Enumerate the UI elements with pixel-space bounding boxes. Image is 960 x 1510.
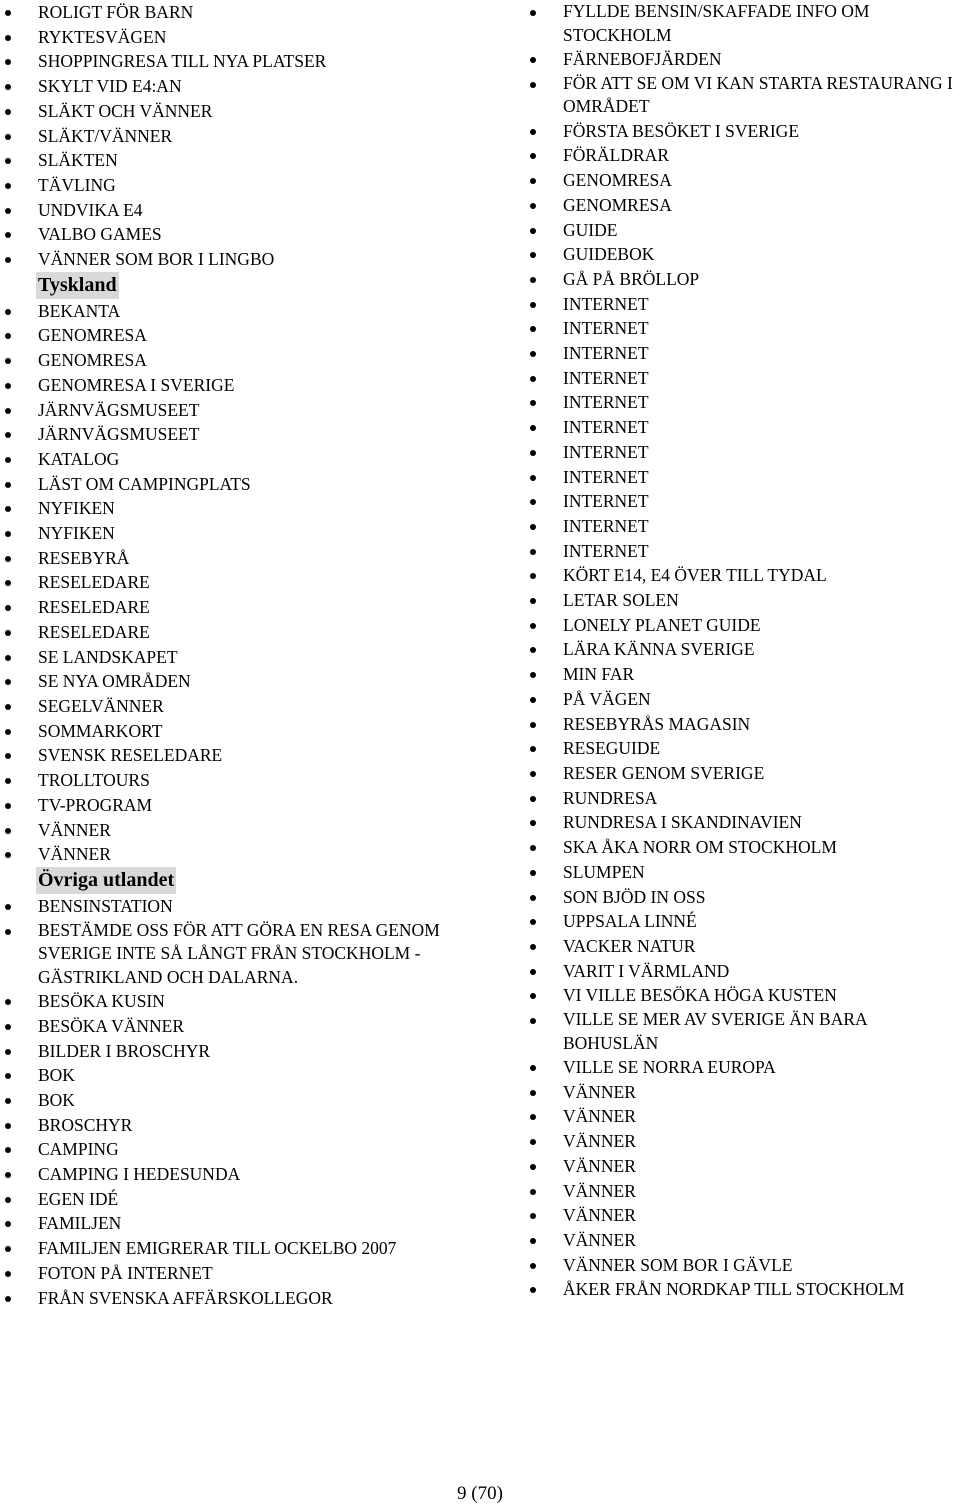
list-item: SE LANDSKAPET [0, 645, 480, 670]
list-item: ÅKER FRÅN NORDKAP TILL STOCKHOLM [526, 1277, 960, 1302]
list-item: VI VILLE BESÖKA HÖGA KUSTEN [526, 983, 960, 1008]
list-item: GENOMRESA [526, 168, 960, 193]
list-item: RESELEDARE [0, 570, 480, 595]
list-item: SLUMPEN [526, 860, 960, 885]
list-item: BROSCHYR [0, 1113, 480, 1138]
list-item: BILDER I BROSCHYR [0, 1039, 480, 1064]
list-item: BENSINSTATION [0, 894, 480, 919]
list-item: BOK [0, 1063, 480, 1088]
list-item: VILLE SE NORRA EUROPA [526, 1055, 960, 1080]
list-item: SKYLT VID E4:AN [0, 74, 480, 99]
list-item: RESEBYRÅS MAGASIN [526, 712, 960, 737]
list-item: VÄNNER [526, 1154, 960, 1179]
list-item: CAMPING I HEDESUNDA [0, 1162, 480, 1187]
list-item: GENOMRESA [0, 323, 480, 348]
list-item: VÄNNER SOM BOR I LINGBO [0, 247, 480, 272]
list-item: SVENSK RESELEDARE [0, 743, 480, 768]
list-item: SE NYA OMRÅDEN [0, 669, 480, 694]
list-item: SON BJÖD IN OSS [526, 885, 960, 910]
list-item: LÄST OM CAMPINGPLATS [0, 472, 480, 497]
list-item: CAMPING [0, 1137, 480, 1162]
list-item: INTERNET [526, 514, 960, 539]
list-item: SHOPPINGRESA TILL NYA PLATSER [0, 49, 480, 74]
list-group-a [0, 0, 480, 272]
list-item: VACKER NATUR [526, 934, 960, 959]
list-item: JÄRNVÄGSMUSEET [0, 422, 480, 447]
list-item: FÖR ATT SE OM VI KAN STARTA RESTAURANG I OMRÅDET [526, 72, 960, 119]
list-item: BESÖKA KUSIN [0, 989, 480, 1014]
list-item: INTERNET [526, 465, 960, 490]
list-item: FAMILJEN EMIGRERAR TILL OCKELBO 2007 [0, 1236, 480, 1261]
list-item: KATALOG [0, 447, 480, 472]
list-item: GENOMRESA [526, 193, 960, 218]
list-item: RESELEDARE [0, 595, 480, 620]
list-item: RUNDRESA [526, 786, 960, 811]
list-item: JÄRNVÄGSMUSEET [0, 398, 480, 423]
list-item: INTERNET [526, 489, 960, 514]
list-item: VÄNNER [526, 1104, 960, 1129]
list-item: NYFIKEN [0, 521, 480, 546]
list-item: FÖRÄLDRAR [526, 143, 960, 168]
section-heading-label: Tyskland [36, 272, 119, 299]
list-group-c [0, 894, 480, 1310]
list-item: VÄNNER SOM BOR I GÄVLE [526, 1253, 960, 1278]
list-item: RYKTESVÄGEN [0, 25, 480, 50]
list-item: TV-PROGRAM [0, 793, 480, 818]
right-column [526, 0, 960, 1302]
list-item: VARIT I VÄRMLAND [526, 959, 960, 984]
list-group-b [0, 299, 480, 867]
list-item: RUNDRESA I SKANDINAVIEN [526, 810, 960, 835]
list-item: VÄNNER [0, 818, 480, 843]
list-item: BOK [0, 1088, 480, 1113]
page-number: 9 (70) [457, 1483, 503, 1504]
list-item: TÄVLING [0, 173, 480, 198]
list-item: LÄRA KÄNNA SVERIGE [526, 637, 960, 662]
list-item: INTERNET [526, 316, 960, 341]
list-item: INTERNET [526, 366, 960, 391]
list-item: GUIDEBOK [526, 242, 960, 267]
list-item: RESEGUIDE [526, 736, 960, 761]
list-item: VÄNNER [526, 1179, 960, 1204]
left-column [0, 0, 480, 1310]
list-item: VÄNNER [526, 1129, 960, 1154]
list-item: BESTÄMDE OSS FÖR ATT GÖRA EN RESA GENOM SVERIGE INTE SÅ LÅNGT FRÅN STOCKHOLM - GÄSTRIKLAND OCH DALARNA. [0, 919, 480, 990]
list-item: VILLE SE MER AV SVERIGE ÄN BARA BOHUSLÄN [526, 1008, 960, 1055]
list-item: NYFIKEN [0, 496, 480, 521]
list-item: UPPSALA LINNÉ [526, 909, 960, 934]
list-item: FOTON PÅ INTERNET [0, 1261, 480, 1286]
list-item: FAMILJEN [0, 1211, 480, 1236]
list-item: GUIDE [526, 218, 960, 243]
list-item: SLÄKT OCH VÄNNER [0, 99, 480, 124]
list-item: INTERNET [526, 539, 960, 564]
list-item: UNDVIKA E4 [0, 198, 480, 223]
list-item: FYLLDE BENSIN/SKAFFADE INFO OM STOCKHOLM [526, 0, 960, 47]
list-item: EGEN IDÉ [0, 1187, 480, 1212]
list-item: VÄNNER [0, 842, 480, 867]
section-heading-tyskland [0, 272, 480, 299]
list-item: BESÖKA VÄNNER [0, 1014, 480, 1039]
list-item: INTERNET [526, 341, 960, 366]
list-item: FRÅN SVENSKA AFFÄRSKOLLEGOR [0, 1286, 480, 1311]
list-item: RESER GENOM SVERIGE [526, 761, 960, 786]
list-item: PÅ VÄGEN [526, 687, 960, 712]
list-item: MIN FAR [526, 662, 960, 687]
list-item: SKA ÅKA NORR OM STOCKHOLM [526, 835, 960, 860]
list-item: VÄNNER [526, 1203, 960, 1228]
list-item: BEKANTA [0, 299, 480, 324]
list-item: SEGELVÄNNER [0, 694, 480, 719]
section-heading-label: Övriga utlandet [36, 867, 176, 894]
list-item: VALBO GAMES [0, 222, 480, 247]
list-item: VÄNNER [526, 1228, 960, 1253]
list-item: INTERNET [526, 415, 960, 440]
list-item: GENOMRESA [0, 348, 480, 373]
list-item: INTERNET [526, 440, 960, 465]
list-item: SOMMARKORT [0, 719, 480, 744]
list-item: FÖRSTA BESÖKET I SVERIGE [526, 119, 960, 144]
list-item: ROLIGT FÖR BARN [0, 0, 480, 25]
list-item: SLÄKTEN [0, 148, 480, 173]
list-item: GÅ PÅ BRÖLLOP [526, 267, 960, 292]
list-item: INTERNET [526, 292, 960, 317]
list-item: RESELEDARE [0, 620, 480, 645]
section-heading-ovriga-utlandet [0, 867, 480, 894]
list-item: KÖRT E14, E4 ÖVER TILL TYDAL [526, 563, 960, 588]
list-item: GENOMRESA I SVERIGE [0, 373, 480, 398]
list-item: RESEBYRÅ [0, 546, 480, 571]
list-item: VÄNNER [526, 1080, 960, 1105]
list-item: SLÄKT/VÄNNER [0, 124, 480, 149]
list-item: LETAR SOLEN [526, 588, 960, 613]
list-item: TROLLTOURS [0, 768, 480, 793]
list-item: FÄRNEBOFJÄRDEN [526, 47, 960, 72]
list-item: LONELY PLANET GUIDE [526, 613, 960, 638]
list-item: INTERNET [526, 390, 960, 415]
